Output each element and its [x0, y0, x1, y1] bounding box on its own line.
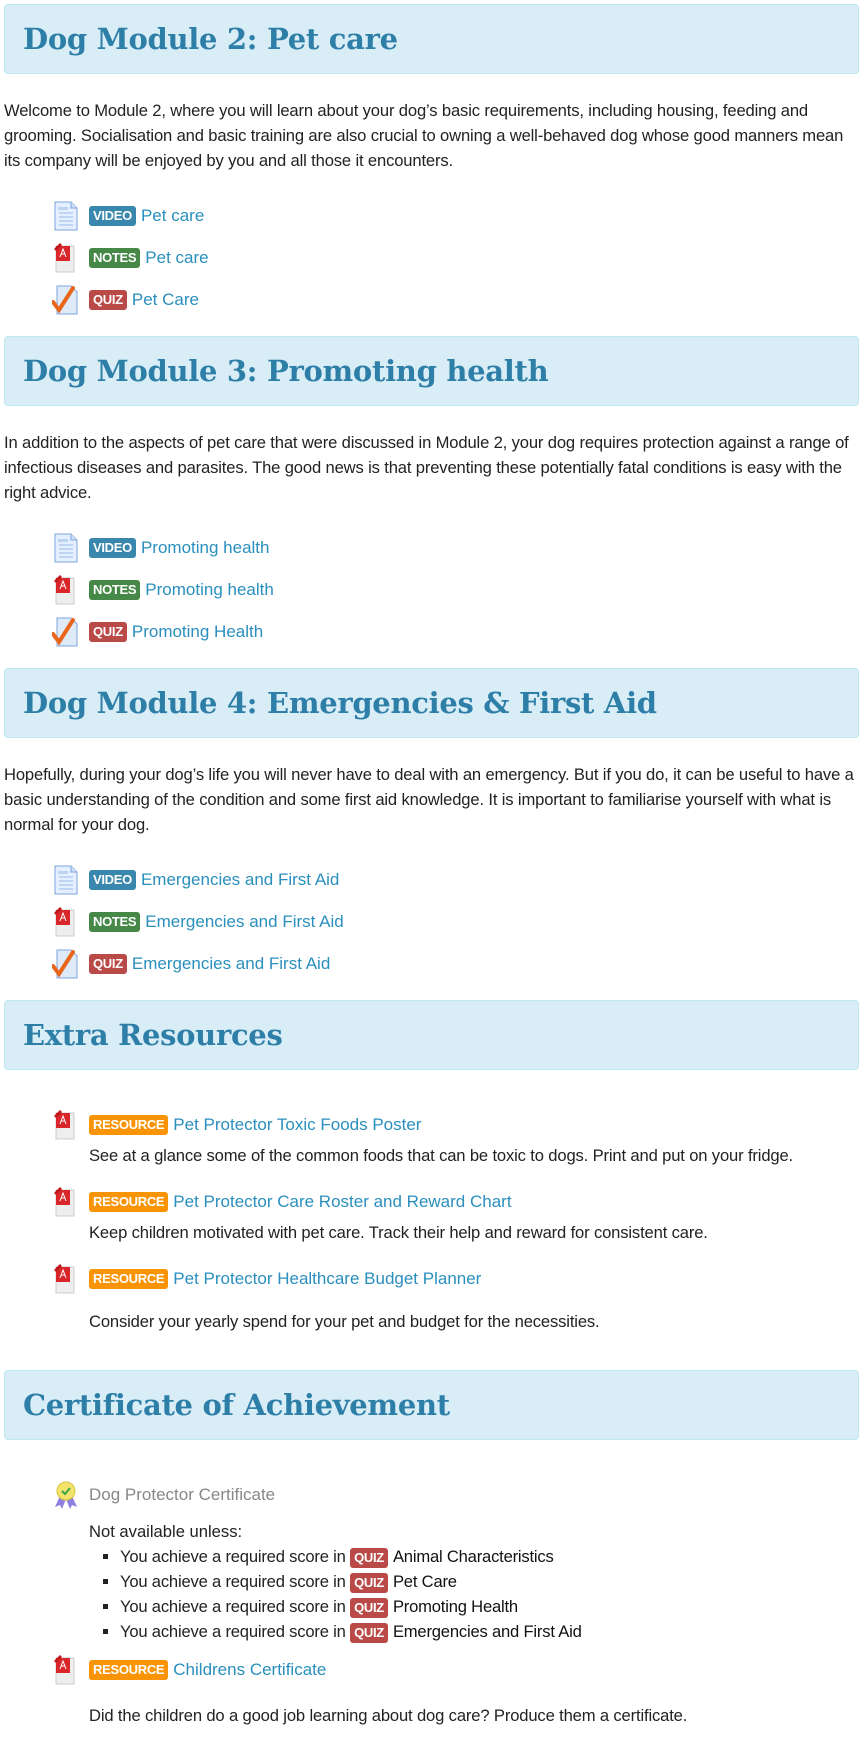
quiz-check-icon [52, 285, 80, 315]
quiz-badge: QUIZ [350, 1598, 388, 1618]
notes-badge: NOTES [89, 580, 140, 600]
resource-link[interactable]: Pet Protector Healthcare Budget Planner [173, 1269, 482, 1288]
activity-notes[interactable] [52, 237, 209, 279]
pdf-icon [52, 243, 80, 273]
extra-resources-list [52, 1107, 793, 1338]
resource-badge: RESOURCE [89, 1660, 168, 1680]
pdf-icon [52, 1264, 80, 1294]
video-link[interactable]: Pet care [140, 206, 205, 225]
pdf-icon [52, 1655, 80, 1685]
restriction-text: You achieve a required score in [120, 1597, 346, 1616]
video-badge: VIDEO [89, 206, 136, 226]
restriction-text: You achieve a required score in [120, 1622, 346, 1641]
quiz-name: Emergencies and First Aid [392, 1622, 582, 1641]
resource-badge: RESOURCE [89, 1192, 168, 1212]
resource-description: Consider your yearly spend for your pet and budget for the necessities. [89, 1312, 600, 1331]
quiz-check-icon [52, 617, 80, 647]
restriction-text: You achieve a required score in [120, 1547, 346, 1566]
resource-badge: RESOURCE [89, 1269, 168, 1289]
resource-badge: RESOURCE [89, 1115, 168, 1135]
resource-description: See at a glance some of the common foods that can be toxic to dogs. Print and put on your fridge. [89, 1146, 794, 1165]
module-4-title: Dog Module 4: Emergencies & First Aid [23, 686, 657, 720]
notes-link[interactable]: Pet care [145, 248, 209, 267]
module-4-intro: Hopefully, during your dog’s life you will never have to deal with an emergency. But if you do, it can be useful to have a basic understanding of the condition and some first aid knowledge. It is important to familiarise yourself with what is normal for your dog. [4, 765, 854, 834]
video-badge: VIDEO [89, 538, 136, 558]
pdf-icon [52, 1110, 80, 1140]
activity-notes[interactable] [52, 901, 344, 943]
notes-link[interactable]: Emergencies and First Aid [145, 912, 344, 931]
resource-link[interactable]: Pet Protector Care Roster and Reward Chart [173, 1192, 512, 1211]
resource-item[interactable] [52, 1261, 793, 1297]
certificate-item [52, 1477, 687, 1513]
restriction-item [120, 1594, 687, 1619]
activity-quiz[interactable] [52, 611, 274, 653]
resource-link[interactable]: Pet Protector Toxic Foods Poster [173, 1115, 422, 1134]
pdf-icon [52, 907, 80, 937]
module-3-title: Dog Module 3: Promoting health [23, 354, 549, 388]
quiz-badge: QUIZ [89, 622, 127, 642]
quiz-link[interactable]: Pet Care [131, 290, 199, 309]
restriction-list [120, 1544, 687, 1644]
pdf-icon [52, 1187, 80, 1217]
activity-notes[interactable] [52, 569, 274, 611]
page-icon [52, 533, 80, 563]
activity-video[interactable] [52, 195, 209, 237]
module-2-title: Dog Module 2: Pet care [23, 22, 398, 56]
resource-link[interactable]: Childrens Certificate [173, 1660, 327, 1679]
restriction-text: You achieve a required score in [120, 1572, 346, 1591]
certificate-award-icon [52, 1480, 80, 1510]
video-badge: VIDEO [89, 870, 136, 890]
video-link[interactable]: Emergencies and First Aid [140, 870, 340, 889]
certificate-title: Certificate of Achievement [23, 1388, 450, 1422]
pdf-icon [52, 575, 80, 605]
module-4-activities [52, 859, 344, 985]
notes-badge: NOTES [89, 912, 140, 932]
module-3-activities [52, 527, 274, 653]
quiz-badge: QUIZ [89, 290, 127, 310]
module-2-activities [52, 195, 209, 321]
quiz-link[interactable]: Promoting Health [131, 622, 264, 641]
quiz-check-icon [52, 949, 80, 979]
certificate-list [52, 1477, 687, 1729]
restriction-item [120, 1619, 687, 1644]
video-link[interactable]: Promoting health [140, 538, 270, 557]
notes-badge: NOTES [89, 248, 140, 268]
restriction-heading: Not available unless: [89, 1522, 243, 1541]
notes-link[interactable]: Promoting health [145, 580, 274, 599]
page-icon [52, 201, 80, 231]
module-2-header [4, 4, 859, 74]
activity-quiz[interactable] [52, 279, 209, 321]
resource-item[interactable] [52, 1652, 687, 1688]
page-icon [52, 865, 80, 895]
extra-resources-header [4, 1000, 859, 1070]
restriction-item [120, 1569, 687, 1594]
certificate-label: Dog Protector Certificate [89, 1485, 276, 1504]
activity-video[interactable] [52, 527, 274, 569]
resource-description: Did the children do a good job learning about dog care? Produce them a certificate. [89, 1706, 688, 1725]
module-4-header [4, 668, 859, 738]
extra-resources-title: Extra Resources [23, 1018, 283, 1052]
quiz-name: Promoting Health [392, 1597, 518, 1616]
quiz-name: Animal Characteristics [392, 1547, 554, 1566]
quiz-name: Pet Care [392, 1572, 457, 1591]
certificate-header [4, 1370, 859, 1440]
module-2-intro: Welcome to Module 2, where you will learn about your dog’s basic requirements, including housing, feeding and grooming. Socialisation and basic training are also crucial to owning a well-behaved dog whose good manners mean its company will be enjoyed by you and all those it encounters. [4, 101, 844, 170]
activity-video[interactable] [52, 859, 344, 901]
resource-description: Keep children motivated with pet care. Track their help and reward for consistent care. [89, 1223, 708, 1242]
activity-quiz[interactable] [52, 943, 344, 985]
quiz-link[interactable]: Emergencies and First Aid [131, 954, 331, 973]
quiz-badge: QUIZ [350, 1548, 388, 1568]
module-3-intro: In addition to the aspects of pet care that were discussed in Module 2, your dog requires protection against a range of infectious diseases and parasites. The good news is that preventing these potentially fatal conditions is easy with the right advice. [4, 433, 849, 502]
quiz-badge: QUIZ [89, 954, 127, 974]
resource-item[interactable] [52, 1107, 793, 1143]
quiz-badge: QUIZ [350, 1573, 388, 1593]
restriction-item [120, 1544, 687, 1569]
quiz-badge: QUIZ [350, 1623, 388, 1643]
resource-item[interactable] [52, 1184, 793, 1220]
module-3-header [4, 336, 859, 406]
